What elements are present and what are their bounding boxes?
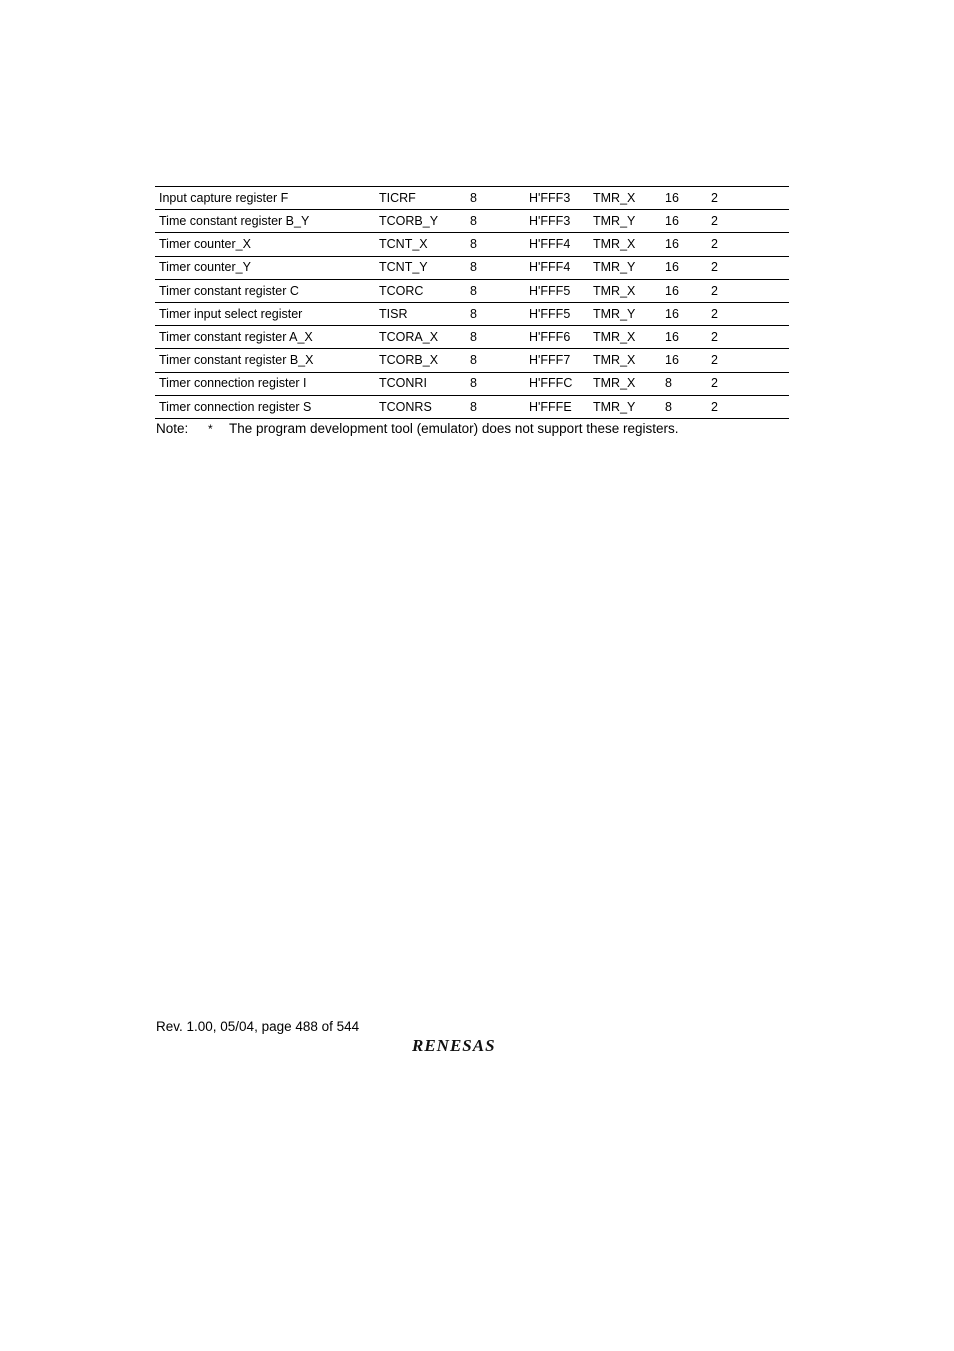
address: H'FFF7	[525, 349, 589, 372]
bit-count: 8	[466, 233, 525, 256]
data-bus-width: 16	[661, 326, 707, 349]
access-states: 2	[707, 233, 789, 256]
access-states: 2	[711, 399, 718, 414]
register-name: Time constant register B_Y	[155, 210, 375, 233]
module: TMR_X	[589, 233, 661, 256]
data-bus-width: 8	[665, 399, 672, 414]
access-states: 2	[707, 372, 789, 395]
address: H'FFF4	[525, 256, 589, 279]
page-info: Rev. 1.00, 05/04, page 488 of 544	[156, 1019, 360, 1034]
abbreviation: TCNT_Y	[375, 256, 466, 279]
bit-count: 8	[466, 302, 525, 325]
data-bus-width: 16	[661, 279, 707, 302]
table-note	[156, 421, 678, 436]
abbreviation: TCORC	[375, 279, 466, 302]
access-states: 2	[707, 210, 789, 233]
data-bus-width: 8	[661, 372, 707, 395]
table-row	[155, 395, 789, 418]
abbreviation: TCORA_X	[375, 326, 466, 349]
note-label: Note:	[156, 421, 189, 436]
table-row	[155, 349, 789, 372]
data-bus-width: 16	[661, 302, 707, 325]
bit-count: 8	[466, 187, 525, 210]
data-bus-width: 16	[661, 233, 707, 256]
module: TMR_Y	[589, 210, 661, 233]
table-row	[155, 210, 789, 233]
abbreviation: TCORB_Y	[375, 210, 466, 233]
access-states: 2	[707, 302, 789, 325]
renesas-logo: RENESAS	[412, 1036, 496, 1055]
register-name: Timer input select register	[155, 302, 375, 325]
register-name: Timer counter_Y	[155, 256, 375, 279]
access-states: 2	[707, 349, 789, 372]
table-row	[155, 187, 789, 210]
bit-count: 8	[466, 349, 525, 372]
data-bus-width: 16	[661, 187, 707, 210]
access-states: 2	[707, 326, 789, 349]
register-name: Timer counter_X	[155, 233, 375, 256]
bit-count: 8	[466, 372, 525, 395]
table-row	[155, 233, 789, 256]
register-name: Timer constant register A_X	[155, 326, 375, 349]
address: H'FFF3	[525, 187, 589, 210]
access-states: 2	[707, 256, 789, 279]
register-name: Timer connection register S	[159, 399, 312, 414]
module: TMR_Y	[589, 302, 661, 325]
note-marker: *	[208, 422, 213, 436]
bit-count: 8	[466, 256, 525, 279]
module: TMR_X	[589, 372, 661, 395]
table-row	[155, 302, 789, 325]
table-row	[155, 326, 789, 349]
address: H'FFF4	[525, 233, 589, 256]
module: TMR_X	[589, 326, 661, 349]
module: TMR_Y	[589, 256, 661, 279]
abbreviation: TCNT_X	[375, 233, 466, 256]
abbreviation: TICRF	[375, 187, 466, 210]
module: TMR_X	[589, 279, 661, 302]
abbreviation: TCORB_X	[375, 349, 466, 372]
register-name: Timer connection register I	[155, 372, 375, 395]
data-bus-width: 16	[661, 256, 707, 279]
data-bus-width: 16	[661, 349, 707, 372]
address: H'FFFC	[525, 372, 589, 395]
address: H'FFFE	[529, 399, 572, 414]
bit-count: 8	[466, 279, 525, 302]
table-row	[155, 256, 789, 279]
abbreviation: TISR	[375, 302, 466, 325]
bit-count: 8	[466, 210, 525, 233]
table-row	[155, 372, 789, 395]
register-table	[155, 186, 789, 419]
address: H'FFF6	[525, 326, 589, 349]
address: H'FFF5	[525, 279, 589, 302]
data-bus-width: 16	[661, 210, 707, 233]
abbreviation: TCONRI	[375, 372, 466, 395]
address: H'FFF5	[525, 302, 589, 325]
access-states: 2	[707, 187, 789, 210]
module: TMR_Y	[593, 399, 636, 414]
register-name: Timer constant register B_X	[155, 349, 375, 372]
table-row	[155, 279, 789, 302]
register-name: Input capture register F	[155, 187, 375, 210]
register-name: Timer constant register C	[155, 279, 375, 302]
module: TMR_X	[589, 349, 661, 372]
abbreviation: TCONRS	[379, 399, 432, 414]
module: TMR_X	[589, 187, 661, 210]
note-text: The program development tool (emulator) does not support these registers.	[229, 421, 679, 436]
address: H'FFF3	[525, 210, 589, 233]
access-states: 2	[707, 279, 789, 302]
bit-count: 8	[466, 326, 525, 349]
bit-count: 8	[470, 399, 477, 414]
